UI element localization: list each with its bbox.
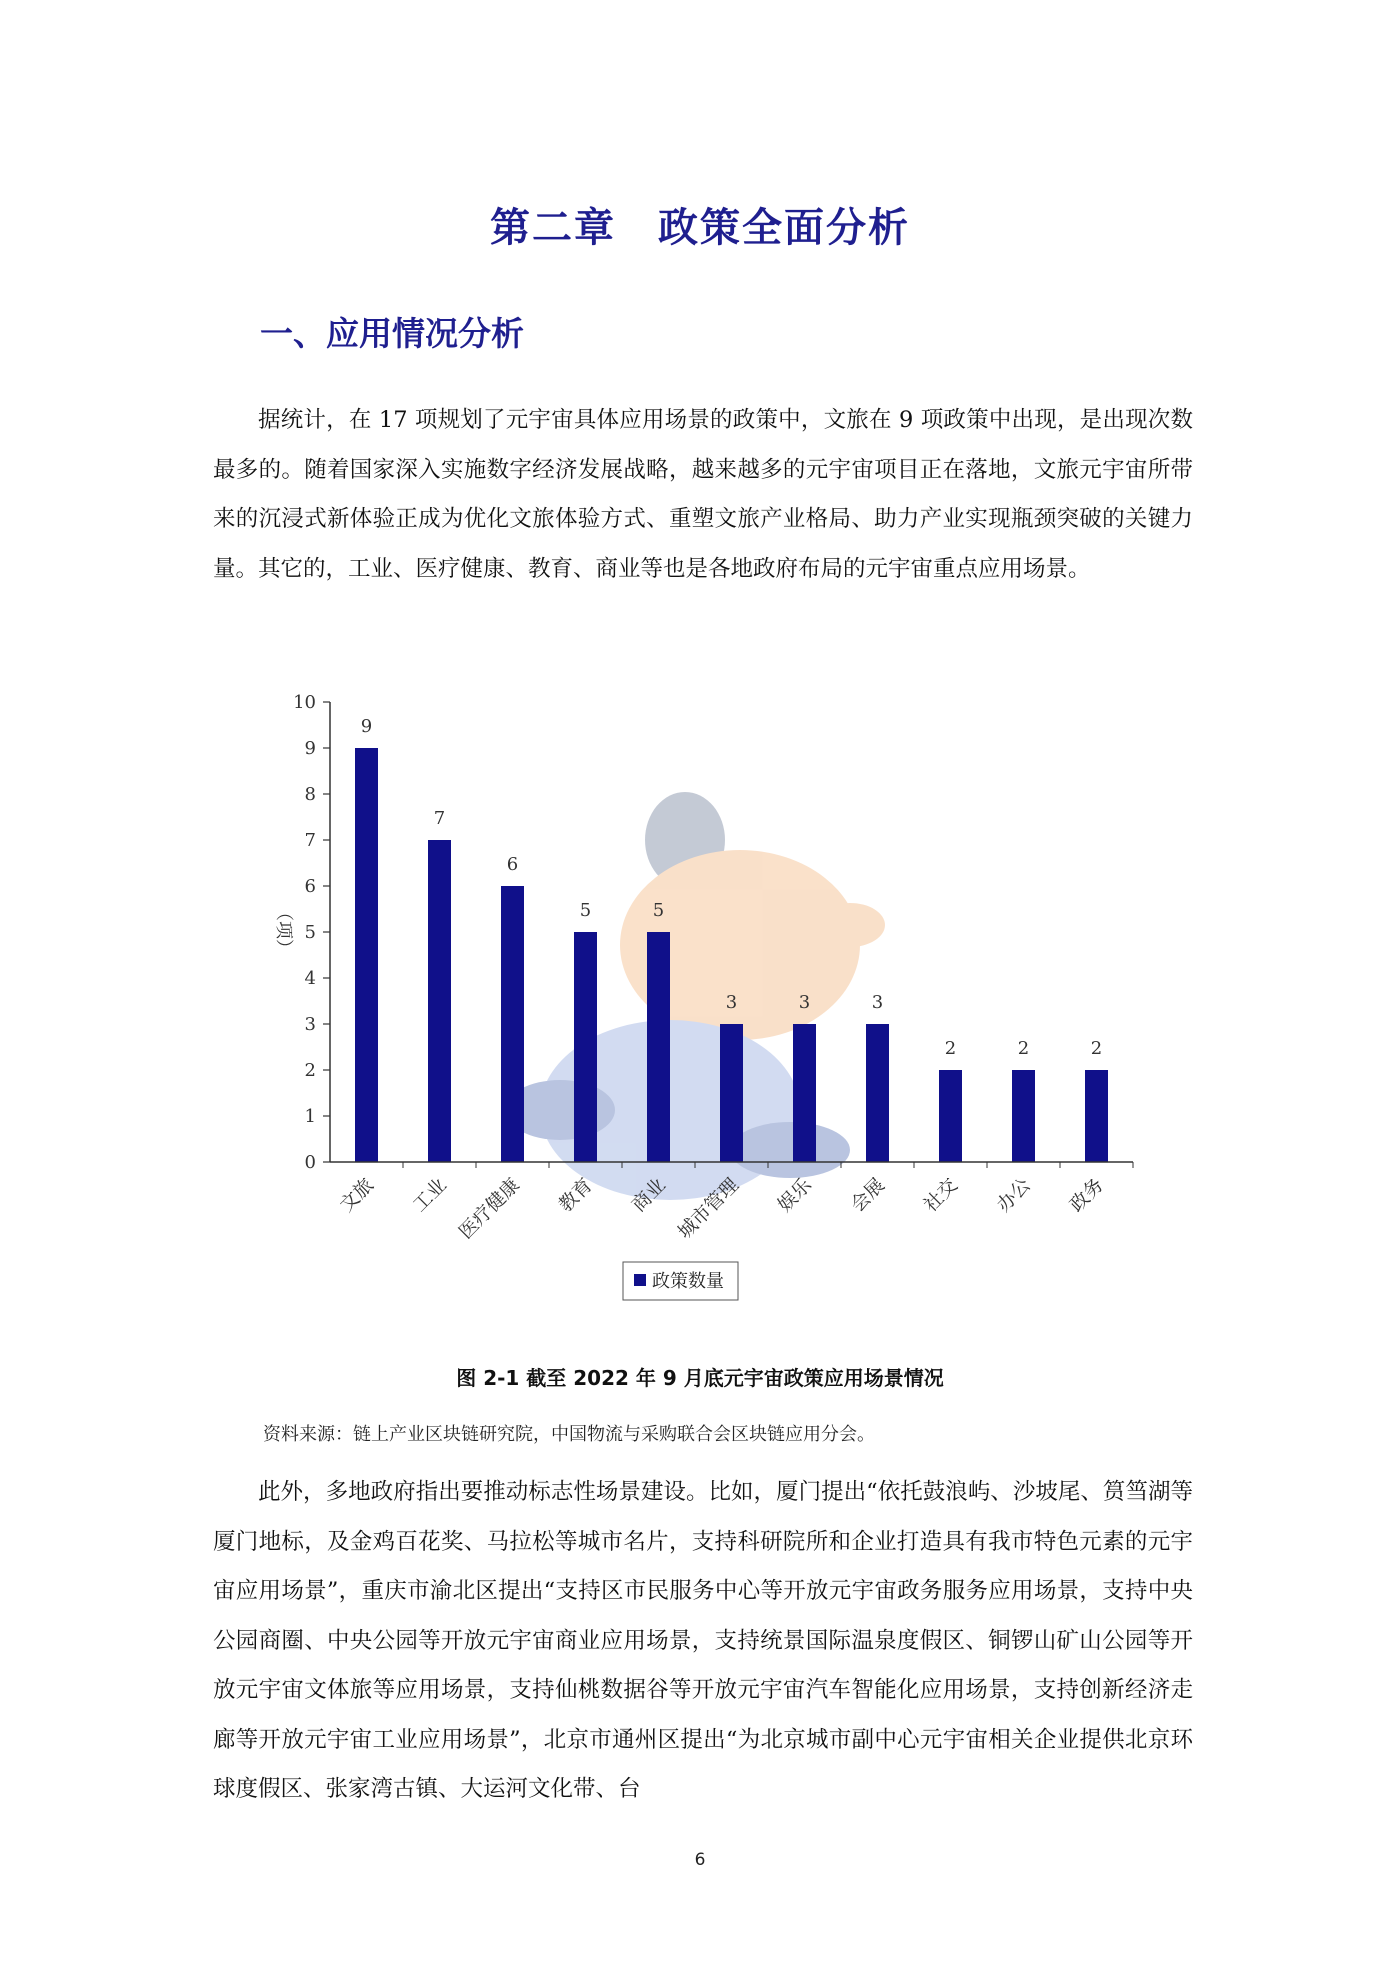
bar — [501, 886, 524, 1162]
data-label: 2 — [1090, 1038, 1103, 1059]
y-tick-label: 2 — [304, 1060, 316, 1081]
bar — [355, 748, 378, 1162]
y-tick-label: 8 — [304, 784, 316, 805]
x-tick-label: 娱乐 — [773, 1173, 817, 1217]
y-tick-label: 6 — [304, 876, 316, 897]
x-tick-label: 商业 — [627, 1173, 671, 1217]
bar — [1012, 1070, 1035, 1162]
bar — [939, 1070, 962, 1162]
bar-chart — [220, 680, 1160, 1320]
x-tick-label: 政务 — [1065, 1173, 1109, 1217]
y-tick-label: 1 — [304, 1106, 316, 1127]
chart-legend — [623, 1262, 738, 1300]
page-number: 6 — [694, 1850, 706, 1870]
data-label: 2 — [944, 1038, 957, 1059]
data-label: 7 — [433, 808, 446, 829]
legend-label: 政策数量 — [652, 1271, 724, 1292]
x-tick-label: 医疗健康 — [454, 1173, 525, 1244]
bar — [428, 840, 451, 1162]
bar — [1085, 1070, 1108, 1162]
paragraph-examples: 此外，多地政府指出要推动标志性场景建设。比如，厦门提出“依托鼓浪屿、沙坡尾、筼筜湖等厦门地标，及金鸡百花奖、马拉松等城市名片，支持科研院所和企业打造具有我市特色元素的元宇宙应用场景”，重庆市渝北区提出“支持区市民服务中心等开放元宇宙政务服务应用场景，支持中央公园商圈、中央公园等开放元宇宙商业应用场景，支持统景国际温泉度假区、铜锣山矿山公园等开放元宇宙文体旅等应用场景，支持仙桃数据谷等开放元宇宙汽车智能化应用场景，支持创新经济走廊等开放元宇宙工业应用场景”，北京市通州区提出“为北京城市副中心元宇宙相关企业提供北京环球度假区、张家湾古镇、大运河文化带、台 — [213, 1479, 1193, 1802]
y-tick-label: 0 — [304, 1152, 316, 1173]
figure-caption: 图 2-1 截至 2022 年 9 月底元宇宙政策应用场景情况 — [456, 1366, 944, 1390]
x-tick-label: 城市管理 — [673, 1173, 744, 1244]
y-tick-label: 10 — [293, 692, 316, 713]
data-label: 9 — [360, 716, 373, 737]
x-tick-label: 工业 — [408, 1173, 452, 1217]
x-tick-label: 会展 — [846, 1173, 890, 1217]
data-label: 5 — [579, 900, 592, 921]
y-tick-label: 3 — [304, 1014, 316, 1035]
y-axis-title: （项） — [273, 903, 294, 957]
data-label: 3 — [798, 992, 811, 1013]
legend-swatch — [634, 1274, 646, 1286]
watermark-figure — [505, 792, 885, 1200]
paragraph-intro: 据统计，在 17 项规划了元宇宙具体应用场景的政策中，文旅在 9 项政策中出现，是出现次数最多的。随着国家深入实施数字经济发展战略，越来越多的元宇宙项目正在落地，文旅元宇宙所带来的沉浸式新体验正成为优化文旅体验方式、重塑文旅产业格局、助力产业实现瓶颈突破的关键力量。其它的，工业、医疗健康、教育、商业等也是各地政府布局的元宇宙重点应用场景。 — [213, 407, 1193, 582]
y-tick-label: 9 — [304, 738, 316, 759]
bar — [793, 1024, 816, 1162]
bar — [720, 1024, 743, 1162]
bar — [866, 1024, 889, 1162]
bar — [647, 932, 670, 1162]
data-label: 2 — [1017, 1038, 1030, 1059]
y-tick-label: 5 — [304, 922, 316, 943]
x-tick-label: 教育 — [554, 1173, 598, 1217]
source-note: 资料来源：链上产业区块链研究院，中国物流与采购联合会区块链应用分会。 — [263, 1424, 875, 1445]
chapter-title: 第二章 政策全面分析 — [490, 205, 910, 251]
bar — [574, 932, 597, 1162]
y-tick-label: 7 — [304, 830, 316, 851]
y-axis — [293, 692, 330, 1173]
y-tick-label: 4 — [304, 968, 316, 989]
data-label: 5 — [652, 900, 665, 921]
section-title: 一、应用情况分析 — [260, 314, 524, 353]
data-label: 3 — [725, 992, 738, 1013]
data-label: 6 — [506, 854, 519, 875]
x-tick-label: 社交 — [919, 1173, 963, 1217]
data-label: 3 — [871, 992, 884, 1013]
x-tick-label: 文旅 — [335, 1173, 379, 1217]
x-tick-label: 办公 — [992, 1173, 1036, 1217]
